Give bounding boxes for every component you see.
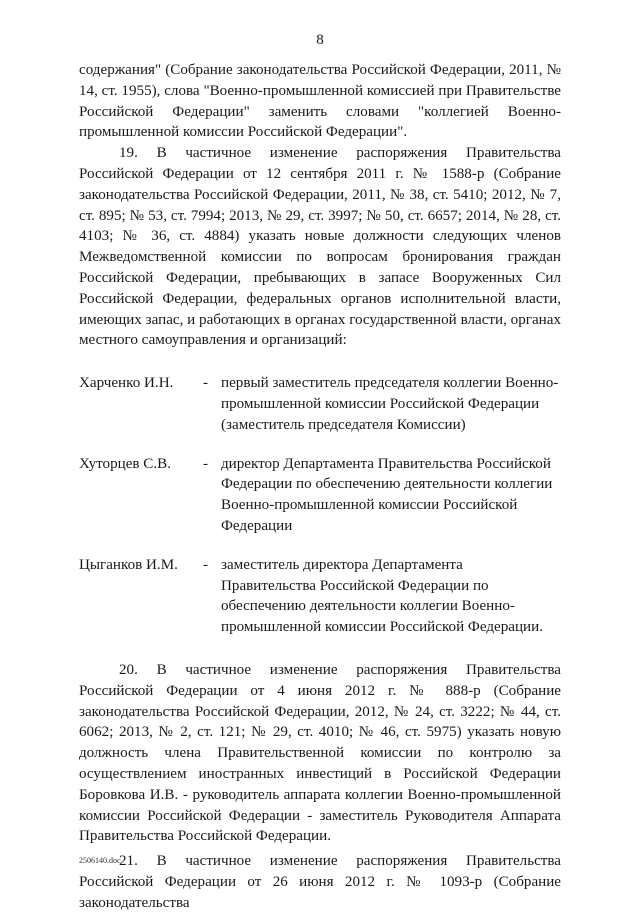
paragraph-continuation: содержания" (Собрание законодательства Российской Федерации, 2011, № 14, ст. 1955), слова "Военно-промышленной комиссией при Правительстве Российской Федерации" заменить словами "коллегией Военно-промышленной комиссии Российской Федерации". [79,62,561,141]
member-name: Харченко И.Н. [79,375,174,392]
member-entry [79,373,561,435]
member-dash: - [203,556,209,573]
member-name: Цыганков И.М. [79,556,178,573]
member-dash: - [203,375,209,392]
paragraph-item-21: 21. В частичное изменение распоряжения Правительства Российской Федерации от 26 июня 2012 г. № 1093-р (Собрание законодательства [79,853,561,911]
footer-document-code: 2506140.doc [79,856,121,865]
member-name: Хуторцев С.В. [79,455,171,472]
member-position: заместитель директора Департамента Правительства Российской Федерации по обеспечению деятельности коллегии Военно-промышленной комиссии Российской Федерации. [221,556,543,636]
member-dash: - [203,455,209,472]
member-entry [79,555,561,638]
paragraph-item-19: 19. В частичное изменение распоряжения Правительства Российской Федерации от 12 сентября 2011 г. № 1588-р (Собрание законодательства Российской Федерации, 2011, № 38, ст. 5410; 2012, № 7, ст. 895; № 53, ст. 7994; 2013, № 29, ст. 3997; № 50, ст. 6657; 2014, № 28, ст. 4103; № 36, ст. 4884) указать новые должности следующих членов Межведомственной комиссии по вопросам бронирования граждан Российской Федерации, пребывающих в запасе Вооруженных Сил Российской Федерации, федеральных органов исполнительной власти, имеющих запас, и работающих в органах государственной власти, органах местного самоуправления и организаций: [79,145,561,349]
member-position: директор Департамента Правительства Российской Федерации по обеспечению деятельности коллегии Военно-промышленной комиссии Российской Федерации [221,455,553,534]
member-entry [79,454,561,537]
page-number: 8 [316,32,324,48]
member-position: первый заместитель председателя коллегии Военно-промышленной комиссии Российской Федерации (заместитель председателя Комиссии) [221,375,559,433]
members-list [79,373,561,638]
document-body [79,60,561,913]
paragraph-item-20: 20. В частичное изменение распоряжения Правительства Российской Федерации от 4 июня 2012 г. № 888-р (Собрание законодательства Российской Федерации, 2012, № 24, ст. 3222; № 44, ст. 6062; 2013, № 2, ст. 121; № 29, ст. 4010; № 46, ст. 5975) указать новую должность члена Правительственной комиссии по контролю за осуществлением иностранных инвестиций в Российской Федерации Боровкова И.В. - руководитель аппарата коллегии Военно-промышленной комиссии Российской Федерации - заместитель Руководителя Аппарата Правительства Российской Федерации. [79,661,561,845]
